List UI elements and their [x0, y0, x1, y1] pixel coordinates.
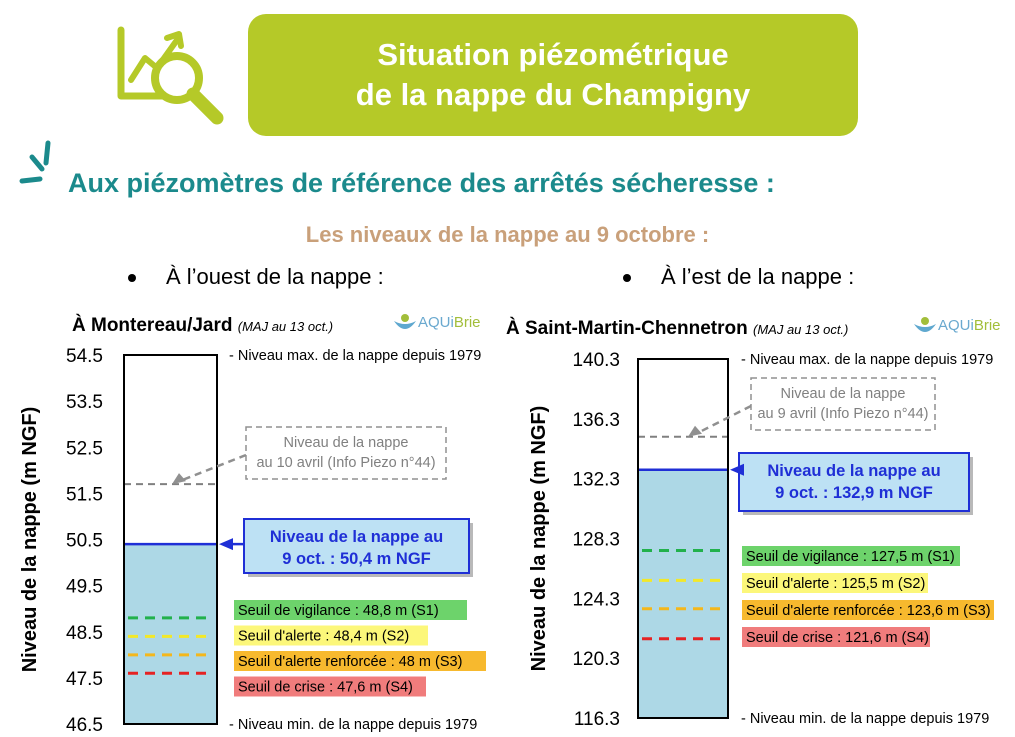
- max-level-label: - Niveau max. de la nappe depuis 1979: [741, 352, 994, 368]
- y-tick-label: 49.5: [66, 576, 103, 598]
- y-tick-label: 48.5: [66, 622, 103, 644]
- logo-part1: AQUi: [418, 313, 454, 331]
- y-tick-label: 128.3: [572, 529, 620, 551]
- previous-level-callout-line2: au 10 avril (Info Piezo n°44): [256, 455, 436, 471]
- current-level-callout-line1: Niveau de la nappe au: [269, 528, 444, 546]
- y-tick-label: 50.5: [66, 530, 103, 552]
- threshold-label: Seuil de vigilance : 127,5 m (S1): [746, 549, 955, 565]
- threshold-label: Seuil de crise : 47,6 m (S4): [238, 679, 413, 696]
- previous-level-callout-line2: au 9 avril (Info Piezo n°44): [757, 406, 929, 422]
- update-note: (MAJ au 13 oct.): [237, 319, 334, 334]
- threshold-label: Seuil d'alerte : 125,5 m (S2): [746, 576, 926, 592]
- y-tick-label: 136.3: [572, 409, 620, 431]
- previous-level-callout-line1: Niveau de la nappe: [283, 435, 409, 451]
- date-line: Les niveaux de la nappe au 9 octobre :: [305, 222, 710, 247]
- y-tick-label: 140.3: [572, 350, 620, 371]
- y-axis-label: Niveau de la nappe (m NGF): [528, 405, 550, 672]
- logo-part2: Brie: [453, 313, 481, 331]
- water-level-fill: [638, 470, 728, 718]
- title-line-2: de la nappe du Champigny: [355, 77, 751, 112]
- logo-part1: AQUi: [938, 316, 974, 334]
- y-tick-label: 53.5: [66, 392, 103, 414]
- threshold-label: Seuil d'alerte : 48,4 m (S2): [238, 628, 410, 645]
- y-tick-label: 54.5: [66, 346, 103, 367]
- y-tick-label: 120.3: [572, 649, 620, 671]
- subtitle: Aux piézomètres de référence des arrêtés sécheresse :: [68, 168, 775, 198]
- title-line-1: Situation piézométrique: [377, 37, 729, 72]
- y-tick-label: 132.3: [572, 469, 620, 491]
- max-level-label: - Niveau max. de la nappe depuis 1979: [229, 348, 482, 364]
- update-note: (MAJ au 13 oct.): [753, 322, 849, 337]
- logo-part2: Brie: [973, 316, 1001, 334]
- bullet-west-label: À l’ouest de la nappe :: [166, 264, 384, 289]
- y-tick-label: 116.3: [573, 709, 620, 730]
- y-tick-label: 47.5: [66, 668, 103, 690]
- previous-level-callout-line1: Niveau de la nappe: [780, 386, 906, 402]
- threshold-label: Seuil de crise : 121,6 m (S4): [746, 630, 929, 646]
- bullet-east-label: À l’est de la nappe :: [661, 264, 855, 289]
- threshold-label: Seuil d'alerte renforcée : 123,6 m (S3): [746, 603, 991, 619]
- current-level-arrowhead: [730, 464, 744, 476]
- y-tick-label: 124.3: [572, 589, 620, 611]
- y-axis-label: Niveau de la nappe (m NGF): [19, 406, 41, 673]
- station-name: À Montereau/Jard: [72, 315, 233, 336]
- y-tick-label: 51.5: [66, 484, 103, 506]
- current-level-callout-line2: 9 oct. : 50,4 m NGF: [282, 550, 431, 568]
- station-name: À Saint-Martin-Chennetron: [506, 318, 748, 339]
- previous-level-arrowhead: [688, 426, 702, 437]
- min-level-label: - Niveau min. de la nappe depuis 1979: [229, 717, 478, 733]
- current-level-callout-line1: Niveau de la nappe au: [767, 462, 941, 480]
- previous-level-arrow: [698, 406, 751, 433]
- min-level-label: - Niveau min. de la nappe depuis 1979: [741, 711, 990, 727]
- current-level-callout-line2: 9 oct. : 132,9 m NGF: [775, 484, 933, 502]
- y-tick-label: 52.5: [66, 438, 103, 460]
- threshold-label: Seuil d'alerte renforcée : 48 m (S3): [238, 654, 463, 670]
- y-tick-label: 46.5: [66, 715, 103, 736]
- threshold-label: Seuil de vigilance : 48,8 m (S1): [238, 603, 439, 619]
